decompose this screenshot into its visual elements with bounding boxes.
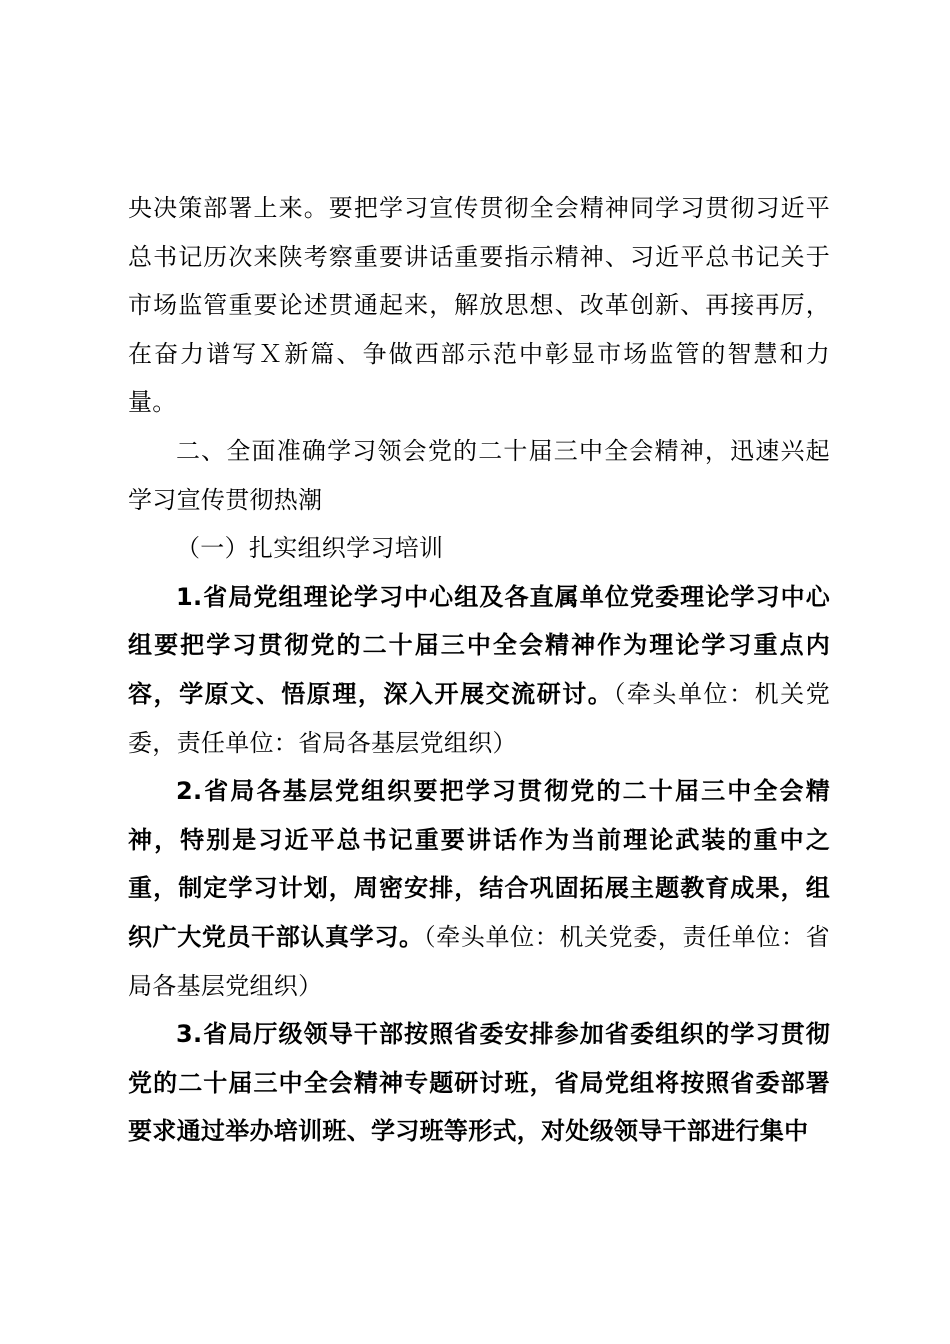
list-item-bold-text: 1.省局党组理论学习中心组及各直属单位党委理论学习中心组要把学习贯彻党的二十届三中全会精神作为理论学习重点内容，学原文、悟原理，深入开展交流研讨。 bbox=[128, 582, 830, 708]
document-body bbox=[128, 184, 830, 1156]
list-item-note: （牵头单位：机关党委，责任单位：省局各基层党组织） bbox=[128, 679, 830, 757]
subsection-heading-text: （一）扎实组织学习培训 bbox=[176, 534, 444, 563]
section-heading-two bbox=[128, 427, 830, 524]
list-item-note: （牵头单位：机关党委，责任单位：省局各基层党组织） bbox=[128, 922, 830, 1000]
list-item-bold-text: 2.省局各基层党组织要把学习贯彻党的二十届三中全会精神，特别是习近平总书记重要讲话作为当前理论武装的重中之重，制定学习计划，周密安排，结合巩固拓展主题教育成果，组织广大党员干部认真学习。 bbox=[128, 777, 830, 951]
paragraph-text: 央决策部署上来。要把学习宣传贯彻全会精神同学习贯彻习近平总书记历次来陕考察重要讲话重要指示精神、习近平总书记关于市场监管重要论述贯通起来，解放思想、改革创新、再接再厉，在奋力谱写Ｘ新篇、争做西部示范中彰显市场监管的智慧和力量。 bbox=[128, 194, 830, 417]
list-item-3 bbox=[128, 1010, 830, 1156]
section-heading-text: 二、全面准确学习领会党的二十届三中全会精神，迅速兴起学习宣传贯彻热潮 bbox=[128, 436, 830, 514]
list-item-1 bbox=[128, 573, 830, 767]
paragraph-continuation bbox=[128, 184, 830, 427]
list-item-bold-text: 3.省局厅级领导干部按照省委安排参加省委组织的学习贯彻党的二十届三中全会精神专题研讨班，省局党组将按照省委部署要求通过举办培训班、学习班等形式，对处级领导干部进行集中 bbox=[128, 1020, 830, 1146]
list-item-2 bbox=[128, 767, 830, 1010]
subsection-heading-one bbox=[128, 524, 830, 573]
